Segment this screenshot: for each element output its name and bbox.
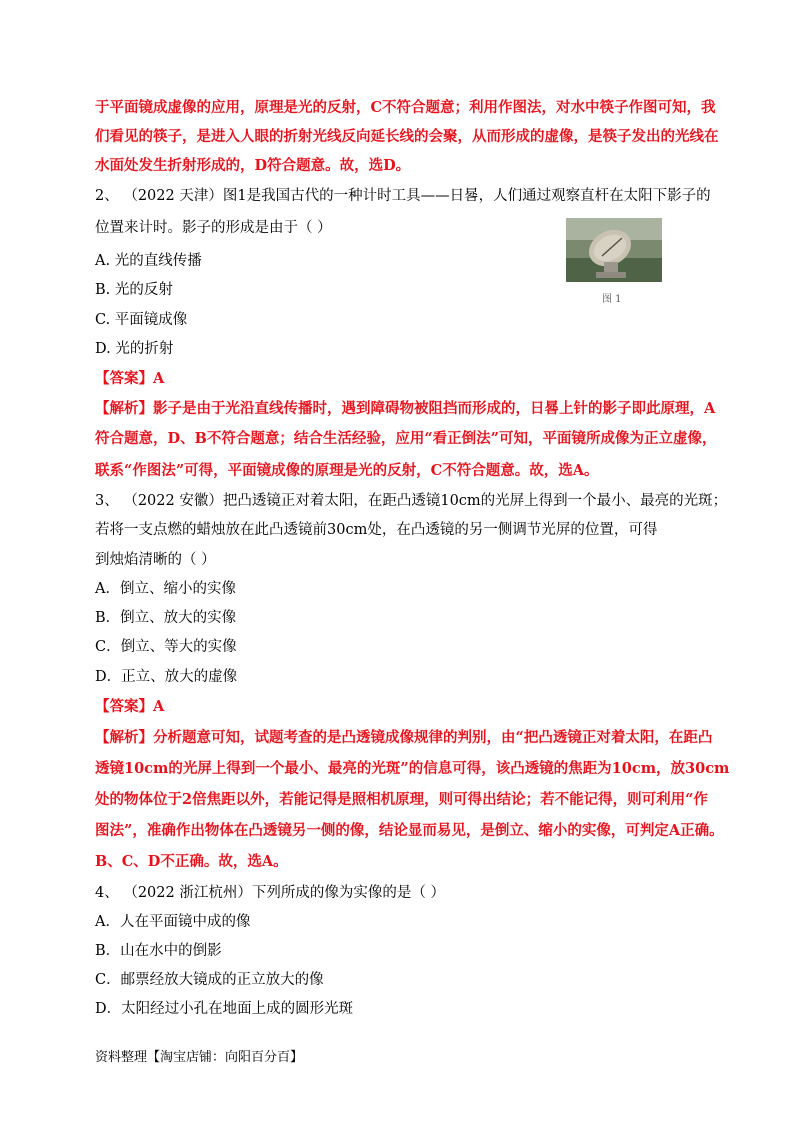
option-b: B．山在水中的倒影: [95, 943, 222, 959]
analysis-line: 透镜10cm的光屏上得到一个最小、最亮的光斑”的信息可得，该凸透镜的焦距为10cm，放30cm: [95, 760, 730, 777]
option-b: B. 光的反射: [95, 282, 173, 298]
figure-label: 图 1: [602, 294, 622, 305]
option-d: D．正立、放大的虚像: [95, 669, 238, 685]
question-stem: 2、 （2022 天津）图1是我国古代的一种计时工具——日晷，人们通过观察直杆在太阳下影子的: [95, 188, 711, 204]
option-c: C．邮票经放大镜成的正立放大的像: [95, 972, 324, 988]
question-stem: 位置来计时。影子的形成是由于（ ）: [95, 220, 332, 236]
analysis-line: 【解析】影子是由于光沿直线传播时，遇到障碍物被阻挡而形成的，日晷上针的影子即此原理，A: [95, 400, 716, 417]
option-b: B．倒立、放大的实像: [95, 610, 237, 626]
question-stem: 若将一支点燃的蜡烛放在此凸透镜前30cm处，在凸透镜的另一侧调节光屏的位置，可得: [95, 522, 658, 538]
question-stem: 到烛焰清晰的（ ）: [95, 552, 216, 568]
option-c: C．倒立、等大的实像: [95, 639, 237, 655]
option-d: D. 光的折射: [95, 341, 174, 357]
question-stem: 4、 （2022 浙江杭州）下列所成的像为实像的是（ ）: [95, 885, 445, 901]
analysis-line: 处的物体位于2倍焦距以外，若能记得是照相机原理，则可得出结论；若不能记得，则可利用“作: [95, 791, 708, 808]
option-d: D．太阳经过小孔在地面上成的圆形光斑: [95, 1001, 354, 1017]
option-a: A．人在平面镜中成的像: [95, 914, 251, 930]
analysis-line: 于平面镜成虚像的应用，原理是光的反射，C不符合题意；利用作图法，对水中筷子作图可知，我: [95, 99, 716, 116]
option-a: A．倒立、缩小的实像: [95, 581, 236, 597]
answer: 【答案】A: [95, 698, 165, 715]
footer-note: 资料整理【淘宝店铺：向阳百分百】: [95, 1050, 304, 1065]
sundial-photo: [566, 218, 662, 282]
analysis-line: 【解析】分析题意可知，试题考查的是凸透镜成像规律的判别，由“把凸透镜正对着太阳，在距凸: [95, 729, 713, 746]
analysis-line: 们看见的筷子，是进入人眼的折射光线反向延长线的会聚，从而形成的虚像，是筷子发出的光线在: [95, 128, 719, 145]
analysis-line: 水面处发生折射形成的，D符合题意。故，选D。: [95, 157, 411, 174]
option-c: C. 平面镜成像: [95, 312, 188, 328]
analysis-line: 符合题意，D、B不符合题意；结合生活经验，应用“看正倒法”可知，平面镜所成像为正立虚像，: [95, 430, 717, 447]
answer: 【答案】A: [95, 370, 165, 387]
analysis-line: 联系“作图法”可得，平面镜成像的原理是光的反射，C不符合题意。故，选A。: [95, 462, 599, 479]
analysis-line: B、C、D不正确。故，选A。: [95, 853, 288, 870]
question-stem: 3、 （2022 安徽）把凸透镜正对着太阳，在距凸透镜10cm的光屏上得到一个最小、最亮的光斑；: [95, 493, 728, 509]
analysis-line: 图法”，准确作出物体在凸透镜另一侧的像，结论显而易见，是倒立、缩小的实像，可判定A正确。: [95, 822, 724, 839]
option-a: A. 光的直线传播: [95, 253, 202, 269]
